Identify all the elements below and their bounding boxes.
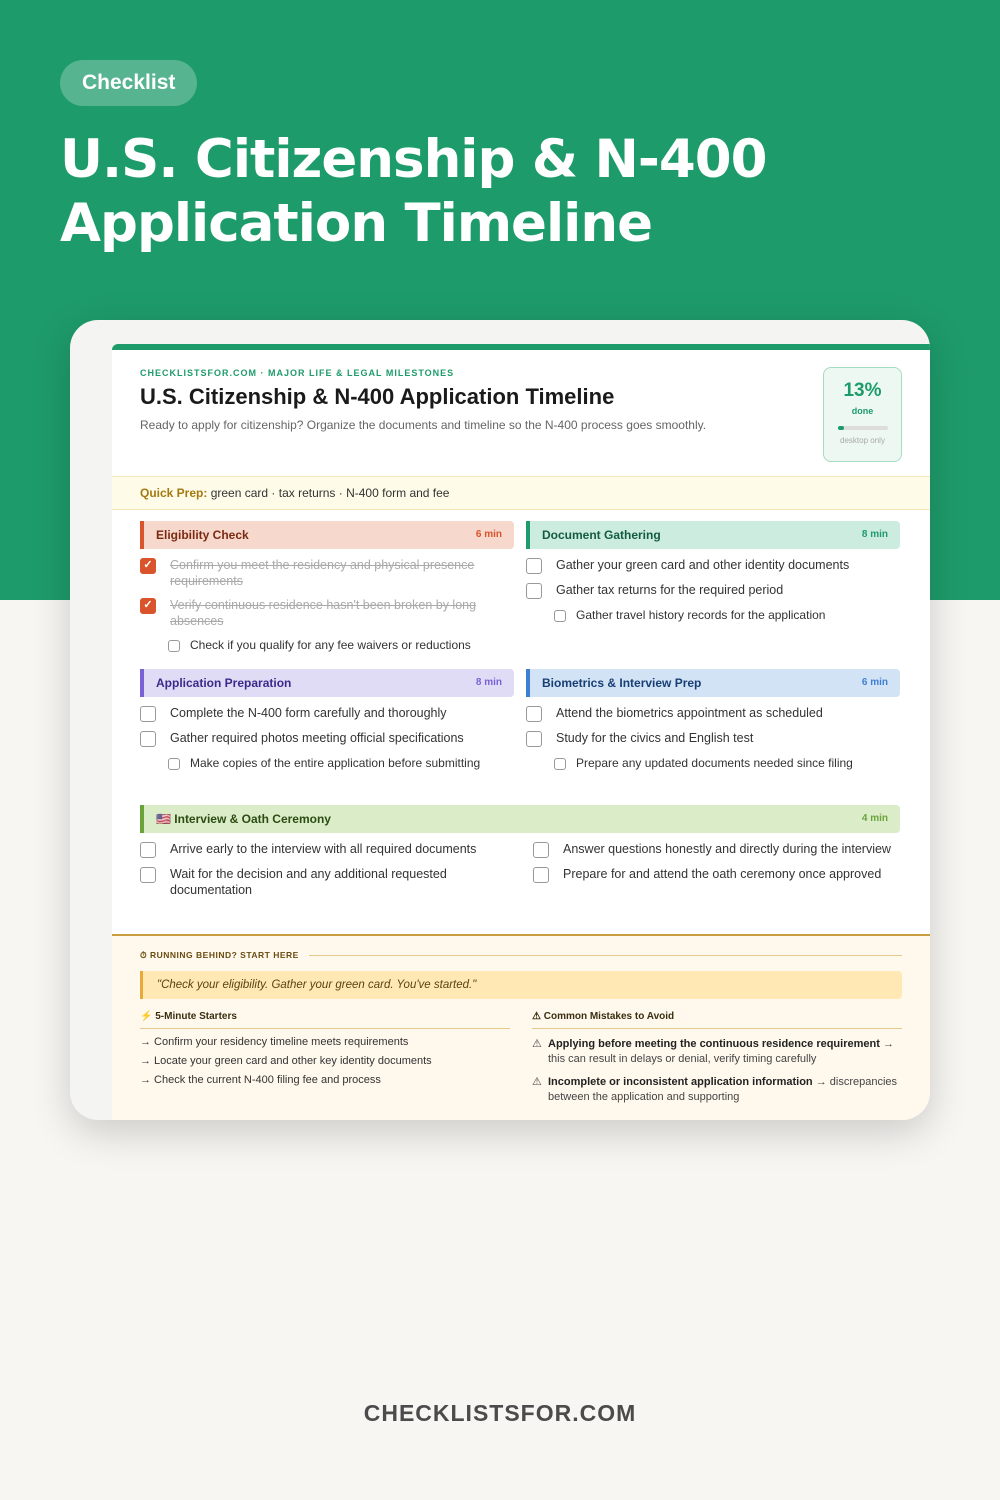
mistake-bold: Applying before meeting the continuous residence requirement <box>548 1038 880 1050</box>
starters-column <box>140 1011 510 1105</box>
mistake-text <box>548 1037 902 1067</box>
mistakes-column <box>532 1011 902 1105</box>
checklist-item-text: Gather tax returns for the required period <box>556 583 784 597</box>
progress-done-label: done <box>851 406 874 416</box>
running-behind-title <box>140 950 902 961</box>
checklist-item-text: Wait for the decision and any additional requested documentation <box>170 867 447 897</box>
starters-list <box>140 1036 510 1086</box>
quick-prep-text: green card · tax returns · N-400 form and fee <box>210 486 450 500</box>
quick-prep-bar <box>112 476 930 510</box>
starter-item: → Confirm your residency timeline meets requirements <box>140 1036 409 1048</box>
checklist-item[interactable] <box>140 597 514 629</box>
checklist-item-text: Prepare for and attend the oath ceremony once approved <box>563 867 882 881</box>
warning-icon: ⚠ <box>532 1038 542 1050</box>
divider <box>309 955 902 956</box>
checkbox[interactable] <box>554 610 566 622</box>
checkbox[interactable] <box>526 706 542 722</box>
checklist-item-text: Attend the biometrics appointment as scheduled <box>556 706 823 720</box>
checklist-pill: Checklist <box>60 60 197 106</box>
checkbox[interactable] <box>526 583 542 599</box>
section-header[interactable] <box>526 521 900 549</box>
mistake-bold: Incomplete or inconsistent application information <box>548 1076 813 1088</box>
sheet-subtitle: Ready to apply for citizenship? Organize the documents and timeline so the N-400 process goes smoothly. <box>140 418 707 432</box>
starters-title: ⚡ 5-Minute Starters <box>140 1011 510 1029</box>
checklist-item[interactable] <box>140 557 514 589</box>
mistake-rest: → discrepancies between the application and supporting <box>548 1076 898 1103</box>
checkbox-checked[interactable]: ✓ <box>140 598 156 614</box>
section-header[interactable] <box>140 669 514 697</box>
section-header[interactable] <box>526 669 900 697</box>
brand-line: CHECKLISTSFOR.COM · MAJOR LIFE & LEGAL MILESTONES <box>140 368 455 378</box>
running-behind-panel <box>112 934 930 1120</box>
mistake-item <box>532 1037 902 1067</box>
starter-item: → Locate your green card and other key identity documents <box>140 1055 432 1067</box>
checklist-item-text: Gather your green card and other identity documents <box>556 558 850 572</box>
sheet-header <box>112 350 930 476</box>
footer-brand: CHECKLISTSFOR.COM <box>363 1400 637 1426</box>
quick-prep-label: Quick Prep: <box>140 486 208 500</box>
checklist-item[interactable] <box>554 607 900 623</box>
section-card <box>526 669 900 771</box>
mistake-item <box>532 1075 902 1105</box>
checklist-item-text: Make copies of the entire application before submitting <box>190 756 481 770</box>
checkbox[interactable] <box>140 867 156 883</box>
section-title: Eligibility Check <box>156 528 249 542</box>
checklist-item-text: Verify continuous residence hasn't been broken by long absences <box>170 598 477 628</box>
sheet-title: U.S. Citizenship & N-400 Application Timeline <box>140 384 615 409</box>
behind-columns <box>140 1011 902 1105</box>
section-title: Biometrics & Interview Prep <box>542 676 702 690</box>
progress-percent: 13% <box>843 380 882 401</box>
checklist-item-text: Study for the civics and English test <box>556 731 754 745</box>
section-card <box>526 521 900 623</box>
checklist-item-text: Arrive early to the interview with all required documents <box>170 842 477 856</box>
checkbox[interactable] <box>168 758 180 770</box>
checklist-item[interactable] <box>526 582 900 599</box>
checklist-item[interactable] <box>168 637 514 653</box>
section-minutes: 8 min <box>475 677 502 688</box>
mistake-rest: → this can result in delays or denial, verify timing carefully <box>548 1038 894 1065</box>
checklist-item[interactable] <box>526 557 900 574</box>
motivation-quote: "Check your eligibility. Gather your green card. You've started." <box>140 971 902 999</box>
checklist-item[interactable] <box>140 866 507 898</box>
checklist-item-text: Complete the N-400 form carefully and thoroughly <box>170 706 447 720</box>
section-header[interactable] <box>140 805 900 833</box>
section-title: 🇺🇸 Interview & Oath Ceremony <box>156 812 331 826</box>
section-header[interactable] <box>140 521 514 549</box>
checklist-item[interactable] <box>140 730 514 747</box>
checkbox[interactable] <box>526 558 542 574</box>
checkbox[interactable] <box>168 640 180 652</box>
starter-item: → Check the current N-400 filing fee and process <box>140 1074 381 1086</box>
progress-fill <box>838 426 845 430</box>
checklist-item[interactable] <box>140 841 507 858</box>
checklist-item[interactable] <box>140 705 514 722</box>
checkbox-checked[interactable]: ✓ <box>140 558 156 574</box>
mistake-text <box>548 1075 902 1105</box>
section-minutes: 4 min <box>861 813 888 824</box>
checkbox[interactable] <box>554 758 566 770</box>
checklist-item-text: Gather travel history records for the application <box>576 608 826 622</box>
checklist-item[interactable] <box>526 730 900 747</box>
warning-icon: ⚠ <box>532 1076 542 1088</box>
mistakes-title: ⚠ Common Mistakes to Avoid <box>532 1011 902 1029</box>
section-card <box>140 521 514 653</box>
checkbox[interactable] <box>140 731 156 747</box>
checklist-item[interactable] <box>533 866 900 898</box>
progress-bar <box>838 426 888 430</box>
section-card <box>140 669 514 771</box>
section-minutes: 6 min <box>861 677 888 688</box>
checkbox[interactable] <box>533 867 549 883</box>
progress-hint: desktop only <box>840 436 885 445</box>
checklist-item-text: Gather required photos meeting official specifications <box>170 731 464 745</box>
checklist-item-text: Confirm you meet the residency and physical presence requirements <box>170 558 475 588</box>
section-minutes: 6 min <box>475 529 502 540</box>
hero-title: U.S. Citizenship & N-400 Application Timeline <box>60 129 767 254</box>
checklist-sheet <box>112 344 930 1120</box>
checkbox[interactable] <box>140 842 156 858</box>
progress-card <box>823 367 902 462</box>
section-card <box>140 805 900 898</box>
checklist-item[interactable] <box>554 755 900 771</box>
section-title: Application Preparation <box>156 676 292 690</box>
checklist-item-text: Answer questions honestly and directly during the interview <box>563 842 891 856</box>
checklist-item-text: Check if you qualify for any fee waivers or reductions <box>190 638 471 652</box>
checkbox[interactable] <box>533 842 549 858</box>
checklist-item[interactable] <box>168 755 514 771</box>
checklist-item[interactable] <box>533 841 900 858</box>
section-title: Document Gathering <box>542 528 661 542</box>
checkbox[interactable] <box>526 731 542 747</box>
running-behind-label: ⏱ RUNNING BEHIND? START HERE <box>140 950 299 960</box>
checklist-item[interactable] <box>526 705 900 722</box>
preview-frame <box>70 320 930 1120</box>
section-minutes: 8 min <box>861 529 888 540</box>
checklist-item-text: Prepare any updated documents needed since filing <box>576 756 853 770</box>
checkbox[interactable] <box>140 706 156 722</box>
mistakes-list <box>532 1037 902 1105</box>
